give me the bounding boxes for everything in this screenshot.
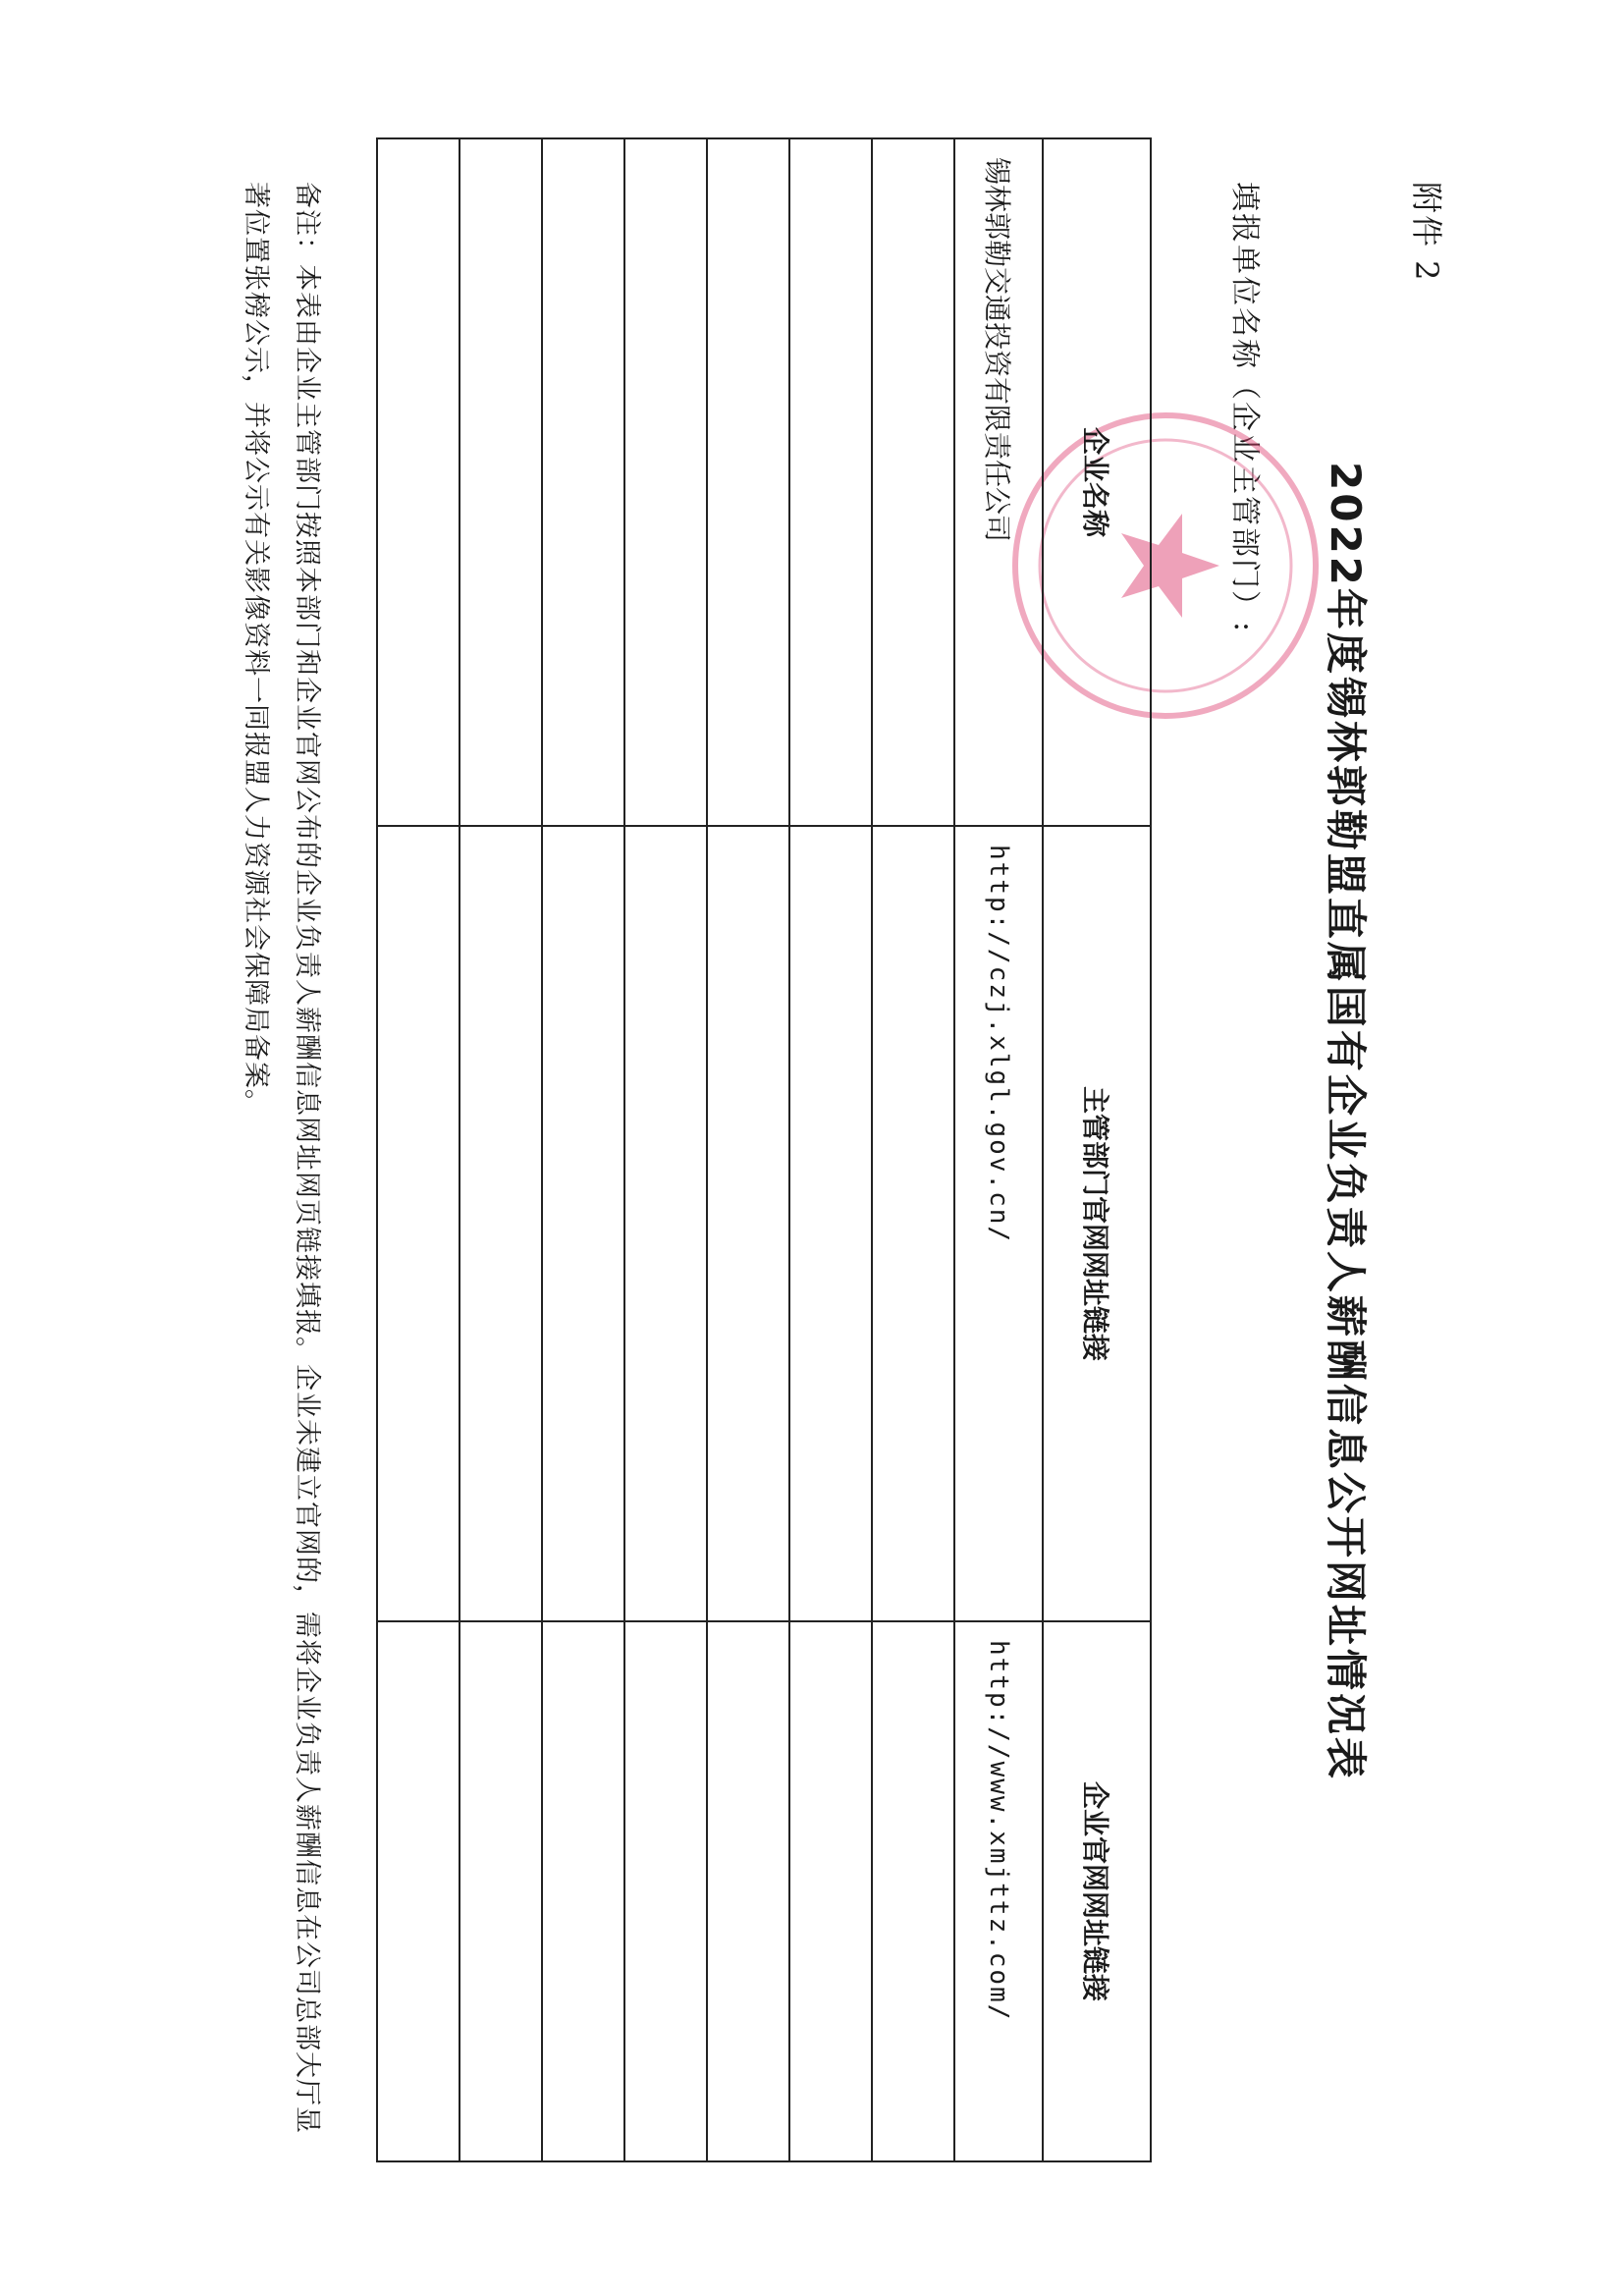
cell-empty	[872, 826, 954, 1621]
document-title: 2022年度锡林郭勒盟直属国有企业负责人薪酬信息公开网址情况表	[1322, 462, 1370, 1781]
filler-unit-label: 填报单位名称（企业主管部门）:	[1227, 182, 1262, 634]
cell-empty	[377, 1621, 460, 2161]
cell-empty	[624, 1621, 707, 2161]
annex-label: 附件 2	[1408, 182, 1445, 283]
cell-empty	[872, 138, 954, 826]
info-table	[376, 137, 1152, 2162]
cell-empty	[707, 138, 789, 826]
cell-empty	[789, 1621, 872, 2161]
cell-empty	[542, 1621, 624, 2161]
cell-empty	[460, 826, 542, 1621]
header-company-name: 企业名称	[1043, 138, 1151, 826]
cell-authority-url[interactable]: http://czj.xlgl.gov.cn/	[954, 826, 1043, 1621]
cell-empty	[789, 826, 872, 1621]
table-row	[789, 138, 872, 2161]
cell-empty	[377, 826, 460, 1621]
cell-empty	[542, 826, 624, 1621]
cell-empty	[624, 138, 707, 826]
cell-empty	[377, 138, 460, 826]
cell-empty	[460, 1621, 542, 2161]
table-row	[624, 138, 707, 2161]
table-row	[954, 138, 1043, 2161]
cell-company-url[interactable]: http://www.xmjttz.com/	[954, 1621, 1043, 2161]
cell-empty	[789, 138, 872, 826]
header-company-url: 企业官网网址链接	[1043, 1621, 1151, 2161]
table-row	[707, 138, 789, 2161]
header-authority-url: 主管部门官网网址链接	[1043, 826, 1151, 1621]
cell-empty	[460, 138, 542, 826]
cell-empty	[542, 138, 624, 826]
cell-empty	[624, 826, 707, 1621]
table-row	[872, 138, 954, 2161]
cell-empty	[872, 1621, 954, 2161]
cell-empty	[707, 1621, 789, 2161]
cell-company-name: 锡林郭勒交通投资有限责任公司	[954, 138, 1043, 826]
table-row	[377, 138, 460, 2161]
cell-empty	[707, 826, 789, 1621]
remark-note: 备注：本表由企业主管部门按照本部门和企业官网公布的企业负责人薪酬信息网址网页链接填报。企业未建立官网的，需将企业负责人薪酬信息在公司总部大厅显著位置张榜公示，并将公示有关影像资料一同报盟人力资源社会保障局备案。	[241, 182, 322, 2134]
table-row	[542, 138, 624, 2161]
table-row	[460, 138, 542, 2161]
